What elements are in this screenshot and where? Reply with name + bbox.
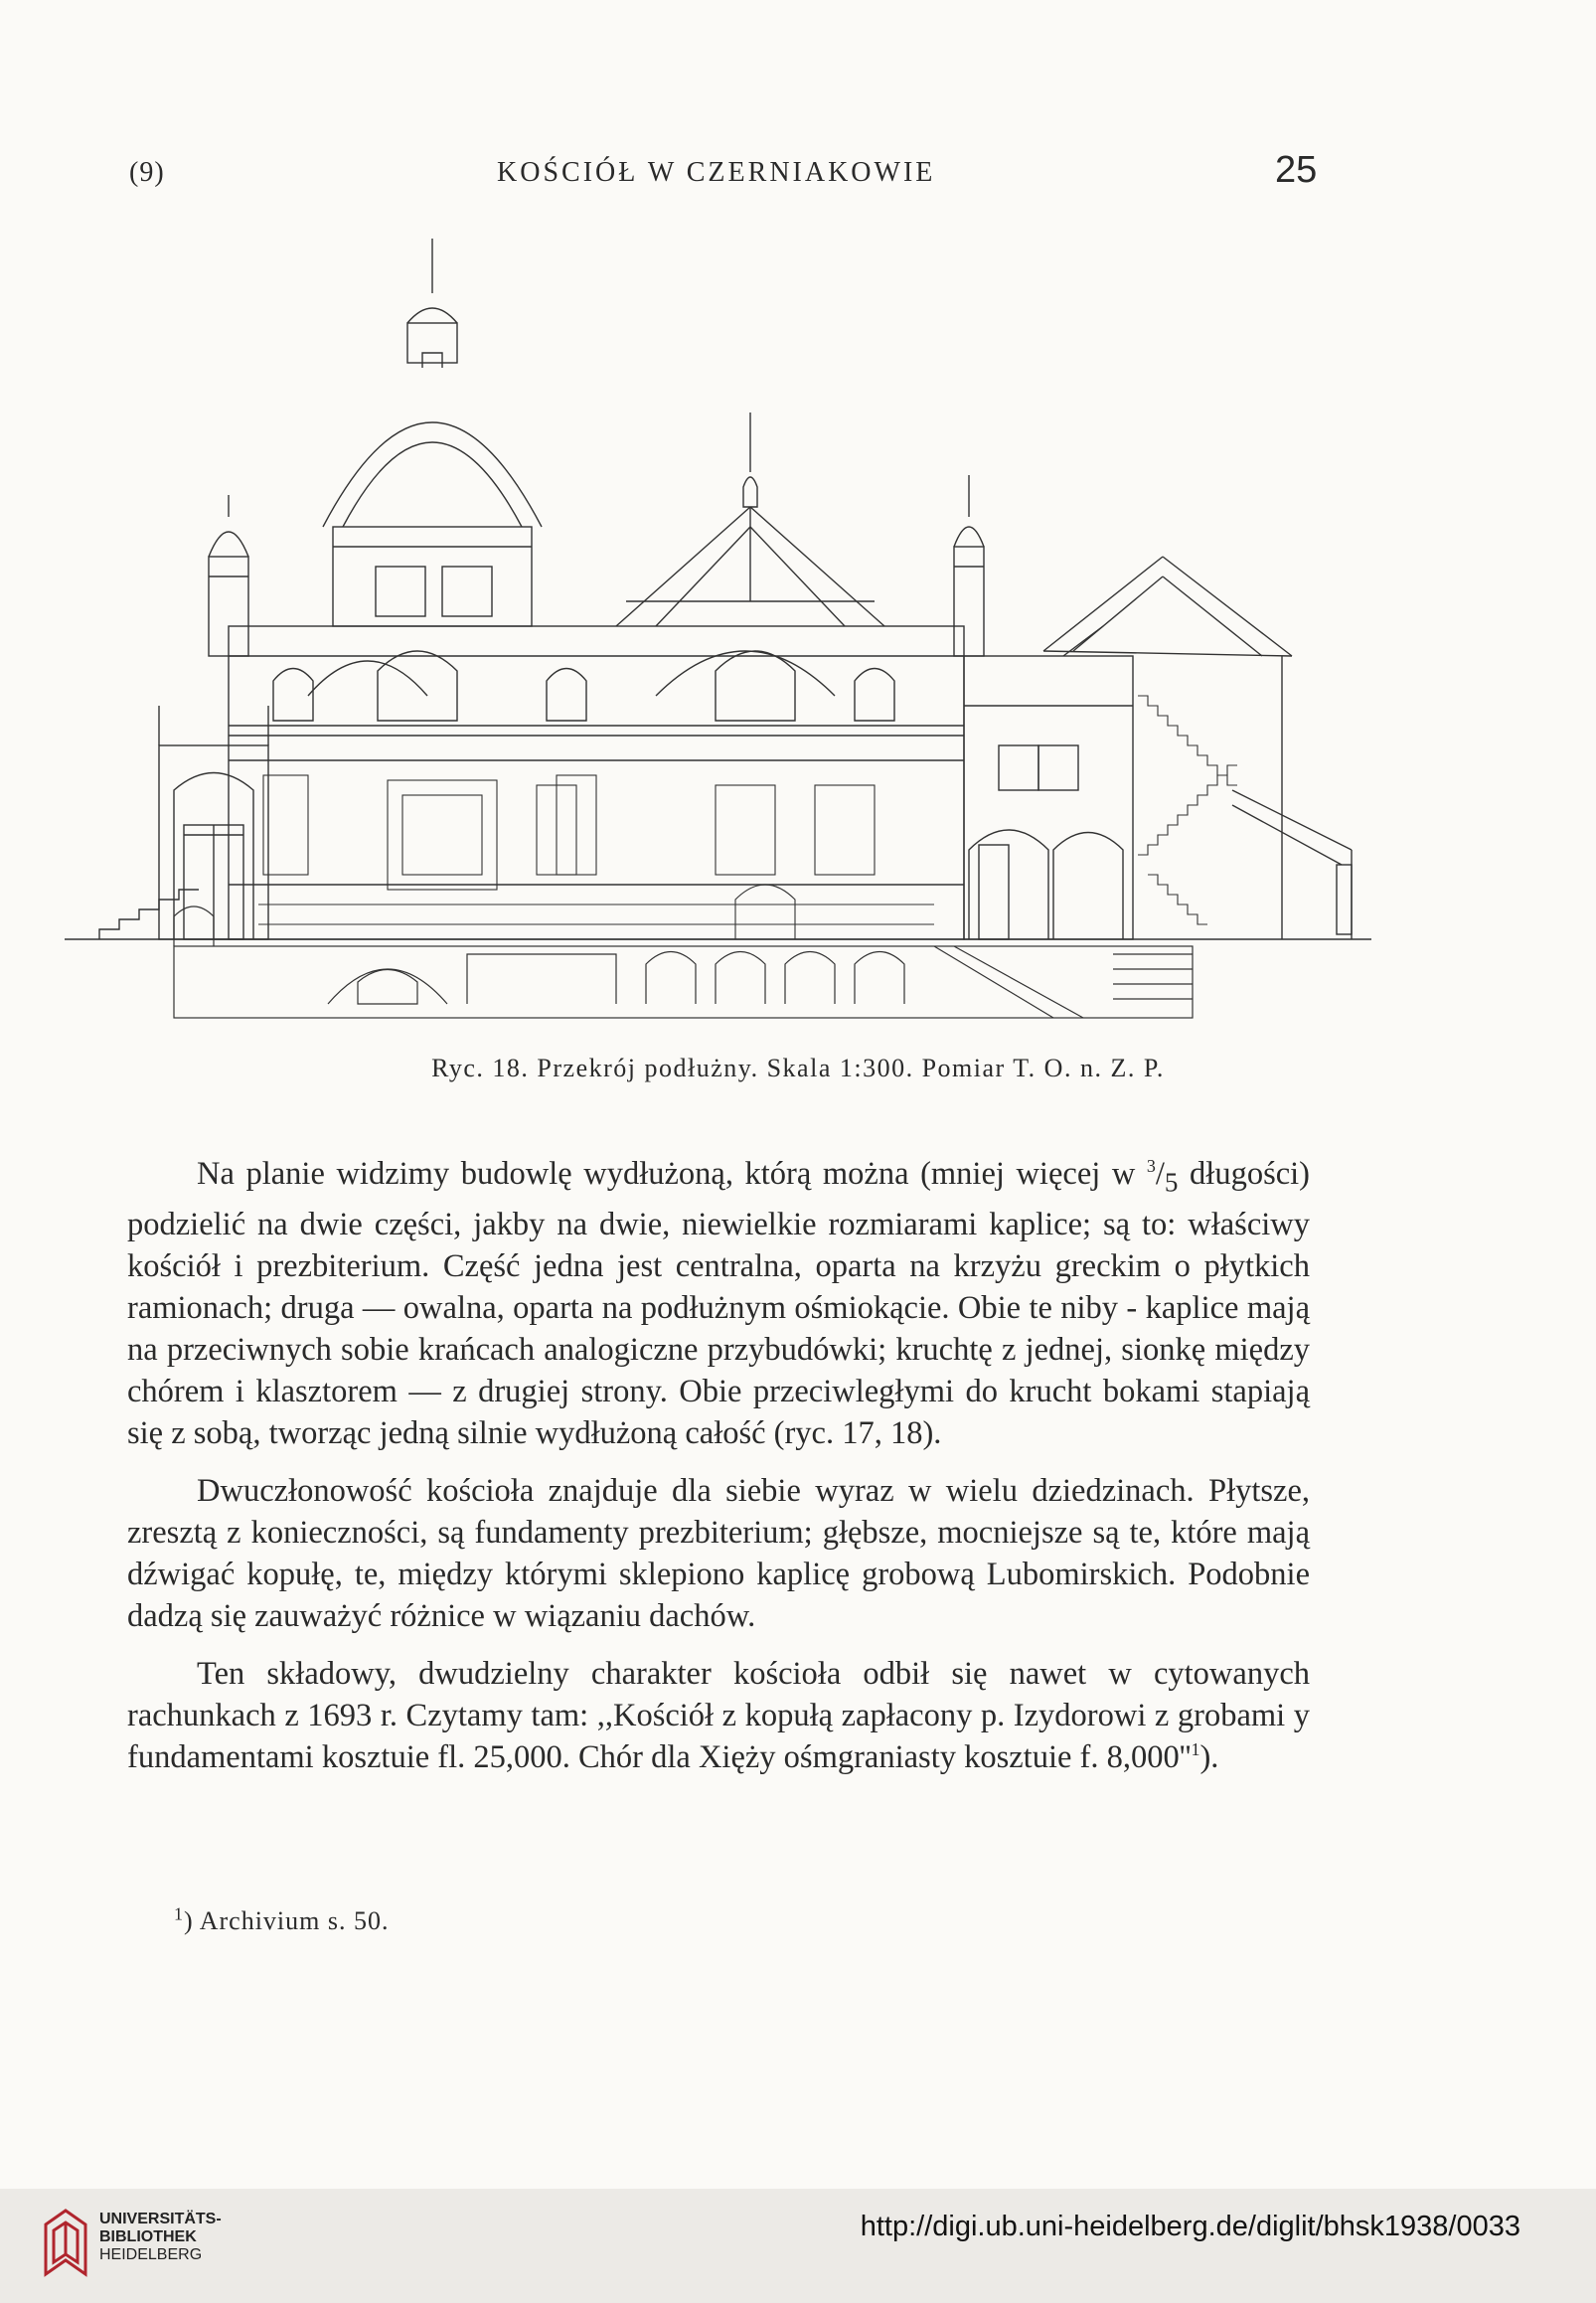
library-logo-icon — [40, 2205, 91, 2284]
right-staircase — [1138, 696, 1237, 924]
crypt-vaults — [174, 906, 1193, 1018]
paragraph-1: Na planie widzimy budowlę wydłużoną, którą można (mniej więcej w $^3/_5$ długości) podzielić na dwie części, jakby na dwie, niewielkie rozmiarami kaplice; są to: właściwy kościół i prezbiterium. Część jedna jest centralna, oparta na krzyżu greckim o płytkich ramionach; druga — owalna, oparta na podłużnym ośmiokącie. Obie te niby - kaplice mają na przeciwnych sobie krańcach analogiczne przybudówki; kruchtę z jednej, sionkę między chórem i klasztorem — z drugiej strony. Obie przeciwległymi do krucht bokami stapiają się z sobą, tworząc jedną silnie wydłużoną całość (ryc. 17, 18). — [127, 1156, 1310, 1451]
paragraph-2: Dwuczłonowość kościoła znajduje dla siebie wyraz w wielu dziedzinach. Płytsze, zresztą z konieczności, są fundamenty prezbiterium; głębsze, mocniejsze są te, które mają dźwigać kopułę, te, między którymi sklepiono kaplicę grobową Lubomirskich. Podobnie dadzą się zauważyć różnice w wiązaniu dachów. — [127, 1472, 1310, 1634]
page-number: 25 — [1275, 149, 1318, 191]
right-roof — [1043, 557, 1292, 939]
dome — [323, 239, 542, 626]
paragraph-1-rest: długości) podzielić na dwie części, jakby na dwie, niewielkie rozmiarami kaplice; są to: właściwy kościół i prezbiterium. Część jedna jest centralna, oparta na krzyżu greckim o płytkich ramionach; druga — owalna, oparta na podłużnym ośmiokącie. Obie te niby - kaplice mają na przeciwnych sobie krańcach analogiczne przybudówki; kruchtę z jednej, sionkę między chórem i klasztorem — z drugiej strony. Obie przeciwległymi do krucht bokami stapiają się z sobą, tworząc jedną silnie wydłużoną całość (ryc. 17, 18). — [127, 1156, 1310, 1451]
fraction-denominator: 5 — [1164, 1167, 1179, 1198]
presbytery — [964, 626, 1133, 939]
page-chapter-number: (9) — [129, 157, 165, 188]
lower-panels — [258, 775, 934, 939]
library-name-line-2: BIBLIOTHEK — [99, 2228, 197, 2245]
paragraph-3-end: ). — [1199, 1738, 1219, 1775]
library-name — [99, 2211, 222, 2264]
paragraph-3-text: Ten składowy, dwudzielny charakter kościoła odbił się nawet w cytowanych rachunkach z 1693 r. Czytamy tam: ,,Kościół z kopułą zapłacony p. Izydorowi z grobami y fundamentami kosztuie fl. 25,000. Chór dla Xięży ośmgraniasty kosztuie f. 8,000'' — [127, 1655, 1310, 1775]
left-annex — [159, 706, 268, 939]
footnote-mark: 1 — [174, 1903, 184, 1924]
library-footer — [0, 2189, 1596, 2303]
source-url-link[interactable]: http://digi.ub.uni-heidelberg.de/diglit/bhsk1938/0033 — [860, 2211, 1520, 2242]
footnote-reference: 1 — [1191, 1738, 1200, 1759]
right-tower — [954, 475, 984, 656]
fraction-numerator: 3 — [1146, 1156, 1156, 1177]
right-lean-to — [1232, 790, 1352, 939]
paragraph-1-start: Na planie widzimy budowlę wydłużoną, którą można (mniej więcej w — [197, 1156, 1147, 1192]
main-text — [127, 1153, 1310, 1794]
library-name-line-1: UNIVERSITÄTS- — [99, 2211, 222, 2227]
longitudinal-section-drawing — [60, 229, 1381, 1024]
nave-windows — [273, 651, 894, 721]
footnote-text: ) Archivium s. 50. — [184, 1906, 390, 1935]
nave-roof — [616, 412, 884, 626]
paragraph-3 — [127, 1653, 1310, 1778]
running-title: KOŚCIÓŁ W CZERNIAKOWIE — [497, 157, 936, 188]
library-name-line-3: HEIDELBERG — [99, 2246, 203, 2263]
running-header — [0, 149, 1596, 199]
figure-caption: Ryc. 18. Przekrój podłużny. Skala 1:300. Pomiar T. O. n. Z. P. — [431, 1054, 1165, 1082]
footnote — [174, 1903, 390, 1936]
